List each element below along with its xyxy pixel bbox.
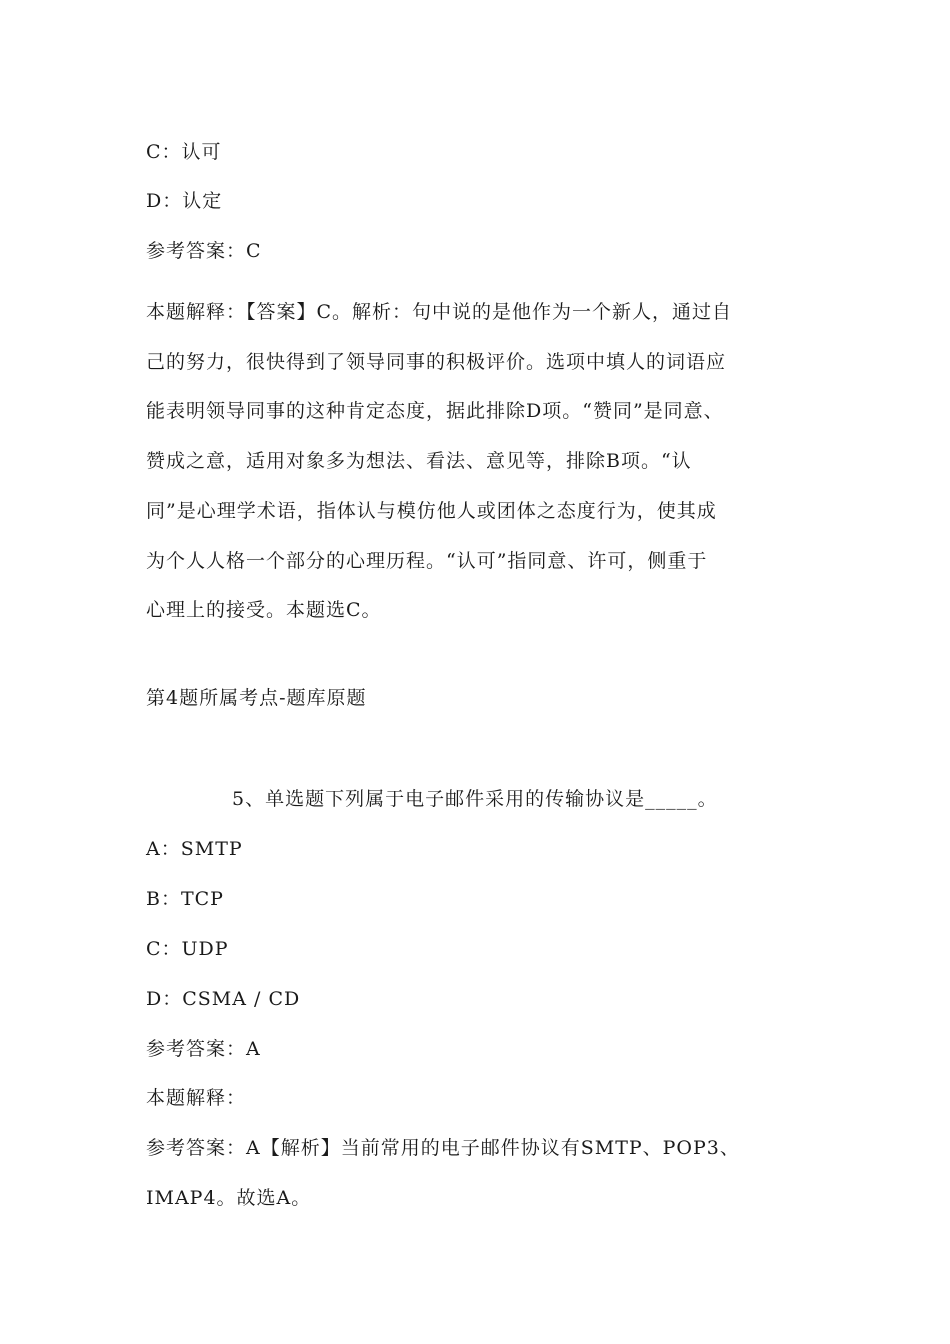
q5-answer: 参考答案：A xyxy=(146,1038,261,1060)
q4-explanation-line: 为个人人格一个部分的心理历程。“认可”指同意、许可，侧重于 xyxy=(146,549,708,572)
q5-explanation-label: 本题解释： xyxy=(146,1087,247,1109)
q5-option-b: B：TCP xyxy=(146,888,224,910)
q4-explanation-line: 本题解释：【答案】C。解析：句中说的是他作为一个新人，通过自 xyxy=(146,301,733,323)
q4-explanation xyxy=(146,288,826,636)
q4-answer: 参考答案：C xyxy=(146,240,262,262)
q5-option-d: D：CSMA / CD xyxy=(146,988,301,1010)
q4-explanation-line: 同”是心理学术语，指体认与模仿他人或团体之态度行为，使其成 xyxy=(146,499,717,522)
q4-explanation-line: 赞成之意，适用对象多为想法、看法、意见等，排除B项。“认 xyxy=(146,450,692,473)
q4-topic: 第4题所属考点-题库原题 xyxy=(146,687,367,709)
q5-explanation-line: IMAP4。故选A。 xyxy=(146,1187,312,1209)
q4-explanation-line: 心理上的接受。本题选C。 xyxy=(146,599,382,622)
q4-explanation-line: 己的努力，很快得到了领导同事的积极评价。选项中填人的词语应 xyxy=(146,350,727,373)
q4-option-c: C：认可 xyxy=(146,141,222,163)
q4-explanation-line: 能表明领导同事的这种肯定态度，据此排除D项。“赞同”是同意、 xyxy=(146,400,724,423)
q5-option-a: A：SMTP xyxy=(146,838,243,860)
q4-option-d: D：认定 xyxy=(146,190,223,212)
q5-explanation-line: 参考答案：A【解析】当前常用的电子邮件协议有SMTP、POP3、 xyxy=(146,1137,740,1159)
q5-option-c: C：UDP xyxy=(146,938,229,960)
q5-question: 5、单选题下列属于电子邮件采用的传输协议是_____。 xyxy=(232,788,718,810)
